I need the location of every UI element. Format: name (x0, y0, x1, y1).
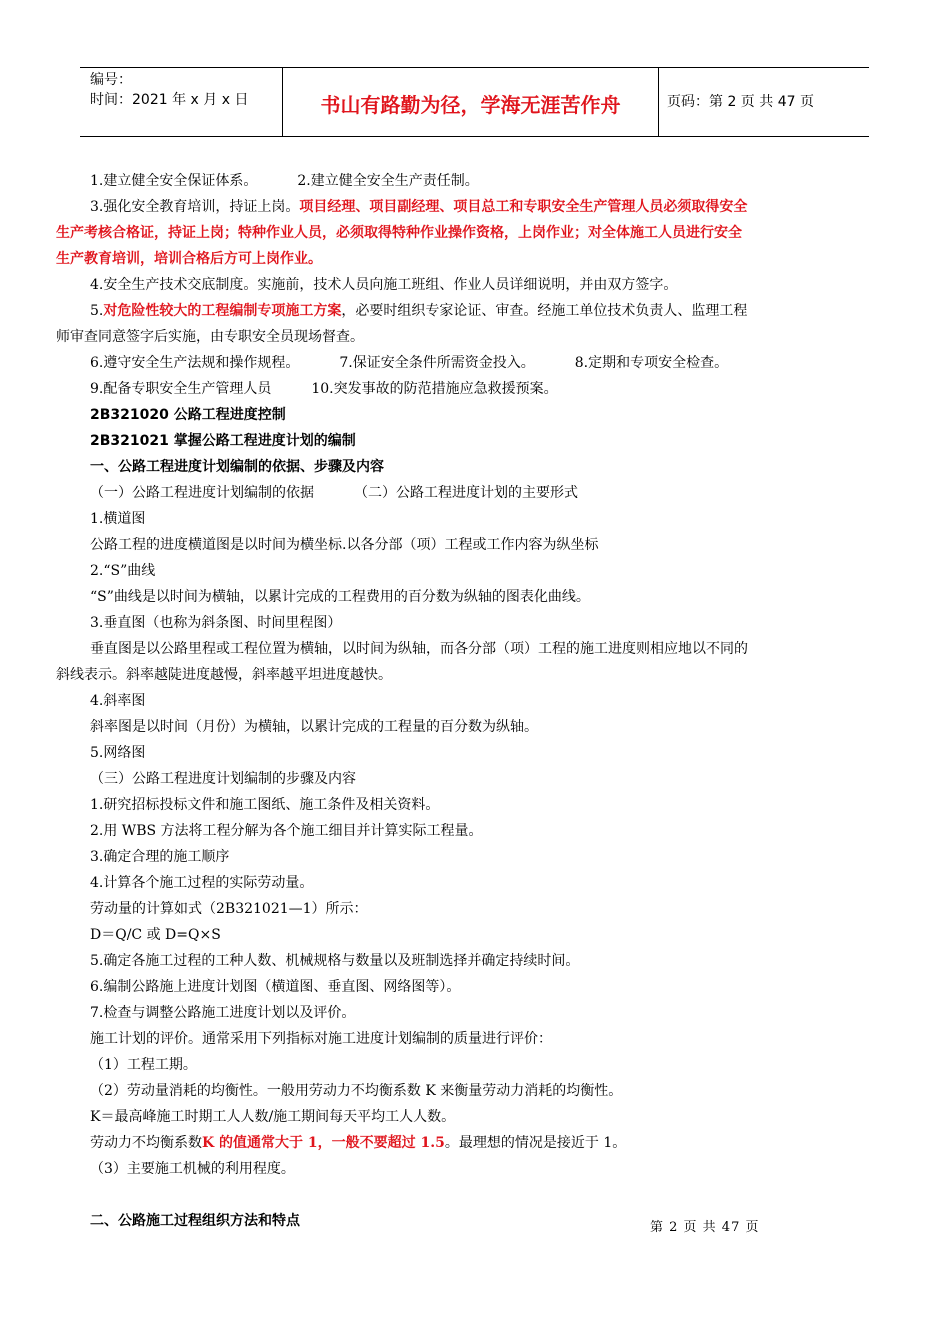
page-header (80, 67, 869, 137)
text-line (90, 194, 880, 220)
text-line (90, 376, 880, 402)
list-item: 3.确定合理的施工顺序 (90, 849, 230, 865)
list-item: 1.研究招标投标文件和施工图纸、施工条件及相关资料。 (90, 797, 440, 813)
list-item: （2）劳动量消耗的均衡性。一般用劳动力不均衡系数 K 来衡量劳动力消耗的均衡性。 (90, 1083, 623, 1099)
text-line (90, 350, 880, 376)
text-line (90, 1130, 880, 1156)
header-page-cell (659, 68, 869, 136)
header-motto: 书山有路勤为径，学海无涯苦作舟 (320, 93, 621, 117)
list-item: 2.用 WBS 方法将工程分解为各个施工细目并计算实际工程量。 (90, 823, 483, 839)
paragraph-text: “S”曲线是以时间为横轴，以累计完成的工程费用的百分数为纵轴的图表化曲线。 (90, 589, 590, 605)
list-item: 6.遵守安全生产法规和操作规程。 (90, 355, 300, 371)
paragraph-text: 。最理想的情况是接近于 1。 (444, 1135, 627, 1151)
section-heading: 一、公路工程进度计划编制的依据、步骤及内容 (90, 459, 384, 475)
list-item: 6.编制公路施上进度计划图（横道图、垂直图、网络图等）。 (90, 979, 461, 995)
list-item: 9.配备专职安全生产管理人员 (90, 381, 272, 397)
section-heading: 2B321021 掌握公路工程进度计划的编制 (90, 433, 356, 449)
text-line (90, 298, 880, 324)
formula-text: K＝最高峰施工时期工人人数/施工期间每天平均工人人数。 (90, 1109, 456, 1125)
highlighted-text: 项目经理、项目副经理、项目总工和专职安全生产管理人员必须取得安全 (299, 199, 748, 215)
text-line (90, 168, 880, 194)
paragraph-text: 斜率图是以时间（月份）为横轴，以累计完成的工程量的百分数为纵轴。 (90, 719, 538, 735)
list-item: 4.计算各个施工过程的实际劳动量。 (90, 875, 314, 891)
list-item: 3.垂直图（也称为斜条图、时间里程图） (90, 615, 342, 631)
list-item: 10.突发事故的防范措施应急救援预案。 (311, 381, 558, 397)
list-item: 3.强化安全教育培训，持证上岗。 (90, 199, 300, 215)
document-date-label: 时间：2021 年 x 月 x 日 (90, 92, 249, 108)
list-item: （1）工程工期。 (90, 1057, 197, 1073)
highlighted-text: 对危险性较大的工程编制专项施工方案 (103, 303, 342, 319)
paragraph-text: ，必要时组织专家论证、审查。经施工单位技术负责人、监理工程 (341, 303, 748, 319)
highlighted-text: K 的值通常大于 1，一般不要超过 1.5 (202, 1135, 445, 1151)
list-item: 4.安全生产技术交底制度。实施前，技术人员向施工班组、作业人员详细说明，并由双方签字。 (90, 277, 678, 293)
list-item: 4.斜率图 (90, 693, 146, 709)
list-item: 5.网络图 (90, 745, 146, 761)
list-item: 5.确定各施工过程的工种人数、机械规格与数量以及班制选择并确定持续时间。 (90, 953, 580, 969)
paragraph-text: 劳动力不均衡系数 (90, 1135, 202, 1151)
subsection-heading: （三）公路工程进度计划编制的步骤及内容 (90, 771, 356, 787)
list-item: 8.定期和专项安全检查。 (574, 355, 729, 371)
list-item: 2.建立健全安全生产责任制。 (297, 173, 479, 189)
list-item: 5. (90, 303, 104, 319)
formula-text: D＝Q/C 或 D=Q×S (90, 927, 221, 943)
highlighted-text: 生产教育培训，培训合格后方可上岗作业。 (56, 251, 322, 267)
document-body (56, 168, 880, 1234)
blank-line (90, 1182, 880, 1208)
list-item: 1.建立健全安全保证体系。 (90, 173, 258, 189)
subsection-heading: （二）公路工程进度计划的主要形式 (354, 485, 578, 501)
header-motto-cell (283, 68, 659, 136)
paragraph-text: 垂直图是以公路里程或工程位置为横轴，以时间为纵轴，而各分部（项）工程的施工进度则相应地以不同的 (90, 641, 748, 657)
list-item: 7.保证安全条件所需资金投入。 (339, 355, 535, 371)
paragraph-text: 斜线表示。斜率越陡进度越慢，斜率越平坦进度越快。 (56, 667, 392, 683)
paragraph-text: 公路工程的进度横道图是以时间为横坐标.以各分部（项）工程或工作内容为纵坐标 (90, 537, 599, 553)
page-footer: 第 2 页 共 47 页 (650, 1220, 760, 1235)
highlighted-text: 生产考核合格证，持证上岗；特种作业人员，必须取得特种作业操作资格，上岗作业；对全体施工人员进行安全 (56, 225, 742, 241)
list-item: 1.横道图 (90, 511, 146, 527)
section-heading: 2B321020 公路工程进度控制 (90, 407, 286, 423)
document-number-label: 编号： (90, 72, 132, 88)
paragraph-text: 施工计划的评价。通常采用下列指标对施工进度计划编制的质量进行评价： (90, 1031, 552, 1047)
section-heading: 二、公路施工过程组织方法和特点 (90, 1213, 300, 1229)
list-item: 2.“S”曲线 (90, 563, 156, 579)
list-item: （3）主要施工机械的利用程度。 (90, 1161, 295, 1177)
text-line (90, 480, 880, 506)
paragraph-text: 师审查同意签字后实施，由专职安全员现场督查。 (56, 329, 364, 345)
header-meta-cell (80, 68, 283, 136)
list-item: 7.检查与调整公路施工进度计划以及评价。 (90, 1005, 356, 1021)
paragraph-text: 劳动量的计算如式（2B321021—1）所示： (90, 901, 368, 917)
header-page-info: 页码：第 2 页 共 47 页 (667, 94, 814, 110)
subsection-heading: （一）公路工程进度计划编制的依据 (90, 485, 314, 501)
